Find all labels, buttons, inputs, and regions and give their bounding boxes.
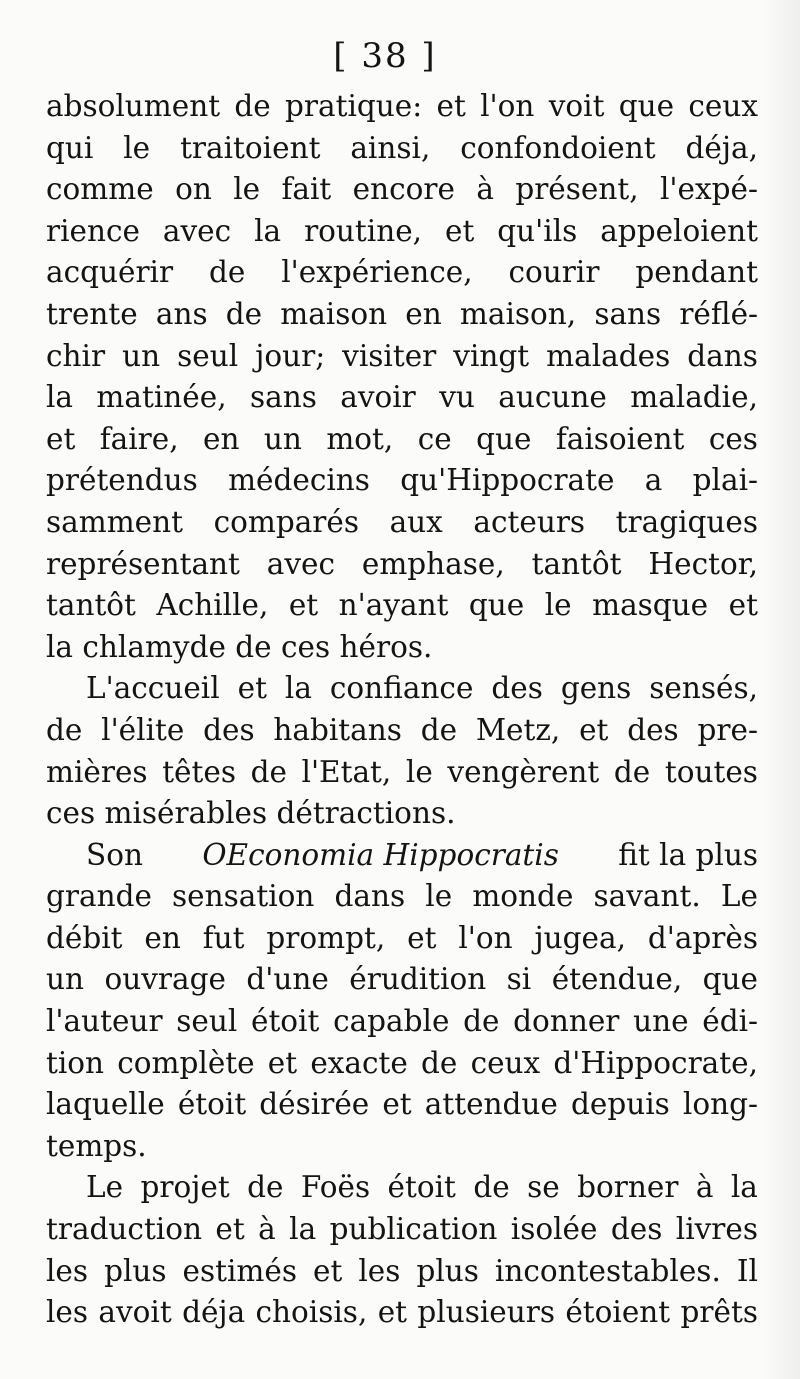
word: un: [263, 421, 302, 456]
word: le: [123, 130, 151, 165]
word: qui: [46, 130, 94, 165]
word: se: [527, 1170, 560, 1205]
word: choisis,: [255, 1295, 368, 1330]
word: d'Hippocrate,: [553, 1045, 758, 1080]
word: comme: [46, 172, 154, 207]
word: jour;: [255, 338, 326, 373]
word: un: [46, 962, 84, 997]
word: confiance: [329, 671, 474, 706]
word: ce: [417, 421, 452, 456]
word: pre-: [697, 712, 758, 747]
word: déja,: [685, 130, 758, 165]
word: et: [407, 920, 437, 955]
text-line: [46, 1209, 758, 1251]
word: isolée: [510, 1212, 598, 1247]
word: traitoient: [180, 130, 321, 165]
text-line: [46, 169, 758, 211]
text-line: [46, 1167, 758, 1209]
word: projet: [140, 1170, 230, 1205]
word: si: [506, 962, 532, 997]
word: faisoient: [555, 421, 685, 456]
word: à: [476, 172, 494, 207]
word: L'accueil: [86, 671, 220, 706]
word: maladie,: [630, 380, 758, 415]
word: fait: [281, 172, 332, 207]
word: dans: [334, 879, 406, 914]
word: on: [175, 172, 212, 207]
word: des: [203, 712, 255, 747]
text-line: [46, 86, 758, 128]
word: tion: [46, 1045, 105, 1080]
word: de: [250, 754, 287, 789]
text-line: la chlamyde de ces héros.: [46, 629, 433, 664]
word: plai-: [692, 463, 758, 498]
word: Hector,: [648, 546, 758, 581]
word: maison,: [459, 296, 577, 331]
word: d'une: [246, 962, 329, 997]
word: et: [436, 89, 466, 123]
text-line: [46, 502, 758, 544]
word: complète: [117, 1045, 255, 1080]
text-fragment: fit la plus: [618, 837, 758, 872]
word: réflé-: [679, 296, 758, 331]
text-line: [46, 1292, 758, 1334]
word: ceux: [688, 89, 758, 123]
word: vu: [439, 380, 475, 415]
word: depuis: [571, 1087, 670, 1122]
word: Il: [736, 1253, 758, 1288]
word: le: [405, 754, 433, 789]
word: avec: [266, 546, 335, 581]
text-line: [46, 876, 758, 918]
word: toutes: [664, 754, 758, 789]
word: sans: [249, 380, 317, 415]
word: de: [613, 754, 651, 789]
word: de: [209, 255, 246, 290]
word: les: [358, 1253, 401, 1288]
word: faire,: [99, 421, 179, 456]
word: donner: [513, 1004, 620, 1039]
word: présent,: [515, 172, 639, 207]
text-line: [46, 585, 758, 627]
word: Foës: [300, 1170, 371, 1205]
word: avoit: [98, 1295, 172, 1330]
word: que: [618, 89, 675, 123]
word: et: [237, 671, 267, 706]
word: prétendus: [46, 463, 198, 498]
word: borner: [577, 1170, 679, 1205]
text-line: temps.: [46, 1128, 147, 1163]
word: voit: [548, 89, 605, 123]
text-line: [46, 710, 758, 752]
word: seul: [176, 1004, 238, 1039]
word: et: [288, 588, 319, 623]
word: et: [267, 1045, 298, 1080]
word: qu'Hippocrate: [400, 463, 615, 498]
word: la: [730, 1170, 758, 1205]
word: de: [234, 89, 271, 123]
word: et: [382, 1087, 412, 1122]
word: l'on: [480, 89, 535, 123]
word: une: [633, 1004, 689, 1039]
word: et: [46, 421, 76, 456]
word: confondoient: [460, 130, 656, 165]
page-number: [ 38 ]: [333, 36, 437, 76]
word: représentant: [46, 546, 240, 581]
word: à: [258, 1212, 276, 1247]
word: ainsi,: [350, 130, 431, 165]
word: tantôt: [46, 588, 136, 623]
word: publication: [329, 1212, 498, 1247]
word: rience: [46, 213, 140, 248]
text-line: [46, 1001, 758, 1043]
word: et: [377, 1295, 408, 1330]
text-line: [46, 959, 758, 1001]
text-line: [46, 918, 758, 960]
word: jugea,: [534, 920, 626, 955]
word: débit: [46, 920, 123, 955]
word: prêts: [680, 1295, 758, 1330]
word: trente: [46, 296, 138, 331]
word: de: [473, 1170, 510, 1205]
word: maison: [280, 296, 388, 331]
word: exacte: [310, 1045, 408, 1080]
word: aux: [389, 504, 443, 539]
word: ans: [155, 296, 208, 331]
word: de: [463, 1004, 500, 1039]
text-line: [46, 1084, 758, 1126]
word: la: [289, 1212, 317, 1247]
word: comparés: [213, 504, 360, 539]
word: traduction: [46, 1212, 202, 1247]
word: à: [695, 1170, 714, 1205]
text-line-mixed: [46, 835, 758, 877]
text-line: [46, 377, 758, 419]
word: en: [144, 920, 181, 955]
word: samment: [46, 504, 183, 539]
word: sensation: [172, 879, 315, 914]
word: que: [702, 962, 758, 997]
word: le: [544, 588, 572, 623]
word: des: [610, 1212, 663, 1247]
word: de: [46, 712, 83, 747]
word: mières: [46, 754, 148, 789]
word: routine,: [304, 213, 423, 248]
word: monde: [472, 879, 574, 914]
word: érudition: [349, 962, 487, 997]
word: ceux: [470, 1045, 541, 1080]
word: des: [627, 712, 679, 747]
word: absolument: [46, 89, 221, 123]
word: fut: [202, 920, 245, 955]
word: tantôt: [531, 546, 622, 581]
text-line: [46, 1251, 758, 1293]
word: l'on: [458, 920, 513, 955]
word: que: [476, 421, 532, 456]
word: aucune: [498, 380, 607, 415]
text-line: [46, 336, 758, 378]
word: livres: [675, 1212, 758, 1247]
word: n'ayant: [338, 588, 449, 623]
text-fragment: Son: [86, 837, 143, 872]
word: tragiques: [615, 504, 758, 539]
word: et: [579, 712, 609, 747]
word: incontestables.: [494, 1253, 721, 1288]
word: l'élite: [101, 712, 185, 747]
word: pendant: [635, 255, 758, 290]
word: courir: [508, 255, 600, 290]
word: plusieurs: [417, 1295, 555, 1330]
word: de: [247, 1170, 284, 1205]
word: et: [313, 1253, 343, 1288]
word: les: [46, 1253, 89, 1288]
word: visiter: [342, 338, 437, 373]
word: estimés: [182, 1253, 298, 1288]
word: l'expérience,: [281, 255, 473, 290]
text-line: [46, 752, 758, 794]
body-text: [46, 86, 758, 1334]
word: seul: [177, 338, 239, 373]
word: la: [46, 380, 74, 415]
text-line: [46, 419, 758, 461]
text-line: [46, 668, 758, 710]
word: chir: [46, 338, 106, 373]
word: acteurs: [473, 504, 586, 539]
word: l'expé-: [659, 172, 758, 207]
word: vingt: [453, 338, 530, 373]
word: prompt,: [266, 920, 386, 955]
text-line: [46, 211, 758, 253]
word: le: [425, 879, 453, 914]
word: déja: [182, 1295, 246, 1330]
word: étoit: [387, 1170, 456, 1205]
word: savant.: [593, 879, 701, 914]
word: plus: [416, 1253, 479, 1288]
word: avoir: [340, 380, 416, 415]
word: grande: [46, 879, 152, 914]
word: ouvrage: [104, 962, 226, 997]
word: capable: [333, 1004, 450, 1039]
word: médecins: [228, 463, 370, 498]
word: acquérir: [46, 255, 174, 290]
word: un: [122, 338, 161, 373]
word: et: [215, 1212, 245, 1247]
word: dans: [687, 338, 758, 373]
text-line: ces misérables détractions.: [46, 796, 456, 831]
word: et: [728, 588, 758, 623]
word: matinée,: [96, 380, 227, 415]
word: l'Etat,: [301, 754, 392, 789]
word: plus: [104, 1253, 167, 1288]
word: la: [284, 671, 312, 706]
word: désirée: [259, 1087, 370, 1122]
word: des: [491, 671, 543, 706]
book-title: OEconomia Hippocratis: [202, 837, 559, 872]
word: Le: [86, 1170, 124, 1205]
text-line: [46, 294, 758, 336]
word: Metz,: [475, 712, 561, 747]
word: et: [445, 213, 475, 248]
word: encore: [352, 172, 455, 207]
word: mot,: [326, 421, 394, 456]
word: emphase,: [361, 546, 505, 581]
word: ces: [708, 421, 758, 456]
word: têtes: [162, 754, 236, 789]
word: étoit: [177, 1087, 247, 1122]
word: attendue: [424, 1087, 558, 1122]
word: a: [644, 463, 663, 498]
word: les: [46, 1295, 89, 1330]
word: étendue,: [551, 962, 683, 997]
word: pratique:: [285, 89, 423, 123]
text-line: [46, 128, 758, 170]
word: masque: [592, 588, 709, 623]
word: édi-: [702, 1004, 758, 1039]
word: l'auteur: [46, 1004, 163, 1039]
text-line: [46, 252, 758, 294]
word: en: [203, 421, 240, 456]
word: que: [468, 588, 525, 623]
word: Le: [720, 879, 758, 914]
text-line: [46, 544, 758, 586]
word: sans: [594, 296, 662, 331]
word: d'après: [647, 920, 758, 955]
word: étoient: [565, 1295, 671, 1330]
word: de: [225, 296, 263, 331]
word: sensés,: [649, 671, 758, 706]
word: long-: [682, 1087, 758, 1122]
word: gens: [560, 671, 632, 706]
word: vengèrent: [447, 754, 600, 789]
word: de: [420, 712, 458, 747]
text-line: [46, 460, 758, 502]
word: de: [421, 1045, 458, 1080]
word: la: [254, 213, 282, 248]
word: appeloient: [600, 213, 758, 248]
word: en: [405, 296, 442, 331]
page-edge-shadow: [764, 0, 800, 1379]
word: étoit: [250, 1004, 320, 1039]
word: malades: [546, 338, 671, 373]
word: Achille,: [156, 588, 269, 623]
word: laquelle: [46, 1087, 165, 1122]
word: qu'ils: [497, 213, 578, 248]
text-line: [46, 1043, 758, 1085]
word: le: [233, 172, 261, 207]
word: avec: [162, 213, 232, 248]
word: habitans: [273, 712, 402, 747]
